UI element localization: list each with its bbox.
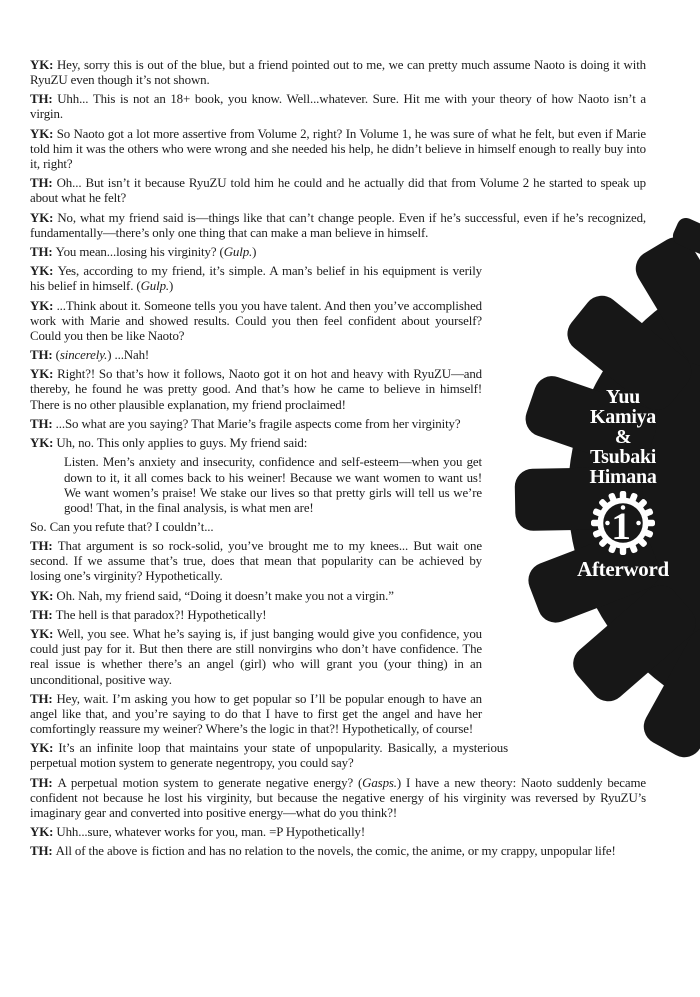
- author-line: Himana: [589, 466, 657, 488]
- speaker-label: TH:: [30, 176, 57, 191]
- dialogue-paragraph: TH: Hey, wait. I’m asking you how to get popular so I’ll be popular enough to have an angel like that, and you’re saying to do that I have to first get the angel and have her comfortingly reassure my weiner? Where’s the logic in that?! Hypothetically, of course!: [30, 691, 482, 737]
- dialogue-paragraph: YK: Uh, no. This only applies to guys. My friend said:: [30, 436, 308, 451]
- speaker-label: YK:: [30, 210, 58, 225]
- speaker-label: YK:: [30, 298, 57, 313]
- dialogue-paragraph: TH: All of the above is fiction and has no relation to the novels, the comic, the anime, or my crappy, unpopular life!: [30, 844, 616, 859]
- speaker-label: YK:: [30, 741, 59, 756]
- dialogue-paragraph: Listen. Men’s anxiety and insecurity, confidence and self-esteem—when you get down to it, it all comes back to his weiner! Because we want women to want us! We want women’s praise! We stake our lives so that pretty girls will tell us we’re good! That, in the final analysis, is what men are!: [64, 455, 482, 515]
- dialogue-paragraph: YK: Yes, according to my friend, it’s simple. A man’s belief in his equipment is verily his belief in himself. (Gulp.): [30, 264, 483, 294]
- speaker-label: TH:: [30, 775, 58, 790]
- dialogue-paragraph: So. Can you refute that? I couldn’t...: [30, 519, 214, 534]
- dialogue-paragraph: TH: Uhh... This is not an 18+ book, you know. Well...whatever. Sure. Hit me with your theory of how Naoto isn’t a virgin.: [30, 92, 646, 122]
- speaker-label: YK:: [30, 367, 58, 382]
- speaker-label: TH:: [30, 608, 56, 622]
- section-title: Afterword: [577, 557, 669, 581]
- dialogue-paragraph: YK: Hey, sorry this is out of the blue, but a friend pointed out to me, we can pretty much assume Naoto is doing it with RyuZU even though it’s not shown.: [30, 58, 646, 88]
- speaker-label: YK:: [30, 588, 57, 603]
- dialogue-paragraph: YK: Uhh...sure, whatever works for you, man. =P Hypothetically!: [30, 825, 366, 840]
- speaker-label: YK:: [30, 126, 57, 141]
- clock-numeral: 1: [611, 504, 632, 548]
- dialogue-paragraph: YK: ...Think about it. Someone tells you you have talent. And then you’ve accomplished work with Marie and showed results. Could you then feel confident about yourself? Could you then be like Naoto?: [30, 298, 482, 343]
- dialogue-paragraph: TH: (sincerely.) ...Nah!: [30, 348, 150, 363]
- dialogue-paragraph: YK: Well, you see. What he’s saying is, if just banging would give you confidence, you could just pay for it. But then there are still nonvirgins who don’t have confidence. The real issue is whether there’s an angel (girl) who will grant you (your thing) in an unconditional, positive way.: [30, 627, 483, 687]
- clock-gear-icon: [591, 491, 655, 555]
- speaker-label: TH:: [30, 348, 56, 363]
- dialogue-paragraph: YK: So Naoto got a lot more assertive from Volume 2, right? In Volume 1, he was sure of what he felt, but even if Marie told him it was the others who were wrong and she needed his help, he didn’t believe in himself enough to really buy into it, right?: [30, 126, 647, 171]
- dialogue-paragraph: TH: You mean...losing his virginity? (Gulp.): [30, 244, 257, 259]
- author-line: Kamiya: [590, 406, 656, 428]
- author-line: Tsubaki: [589, 446, 657, 468]
- speaker-label: YK:: [30, 58, 57, 72]
- dialogue-paragraph: YK: No, what my friend said is—things like that can’t change people. Even if he’s successful, even if he’s recognized, fundamentally—there’s only one thing that can make a man believe in himself.: [30, 210, 647, 240]
- speaker-label: YK:: [30, 436, 57, 451]
- speaker-label: TH:: [30, 691, 57, 706]
- speaker-label: YK:: [30, 825, 57, 840]
- dialogue-paragraph: TH: ...So what are you saying? That Marie’s fragile aspects come from her virginity?: [30, 416, 461, 431]
- speaker-label: TH:: [30, 92, 58, 107]
- speaker-label: TH:: [30, 539, 58, 554]
- dialogue-paragraph: YK: It’s an infinite loop that maintains your state of unpopularity. Basically, a mysterious perpetual motion system to generate negentropy, you could say?: [30, 741, 508, 771]
- speaker-label: TH:: [30, 416, 56, 431]
- dialogue-paragraph: YK: Right?! So that’s how it follows, Naoto got it on hot and heavy with RyuZU—and thereby, he found he was pretty good. And that’s how he came to believe in himself! There is no other plausible explanation, my friend proclaimed!: [30, 367, 482, 412]
- dialogue-paragraph: TH: The hell is that paradox?! Hypothetically!: [30, 608, 267, 622]
- author-ampersand: &: [614, 426, 632, 448]
- author-names: [540, 387, 700, 487]
- author-line: Yuu: [606, 386, 640, 408]
- speaker-label: TH:: [30, 244, 56, 259]
- speaker-label: YK:: [30, 627, 57, 642]
- speaker-label: TH:: [30, 844, 56, 859]
- dialogue-paragraph: TH: That argument is so rock-solid, you’ve brought me to my knees... But wait one second. If we assume that’s true, does that mean that popularity can be achieved by losing one’s virginity? Hypothetically.: [30, 539, 482, 584]
- gear-panel: [540, 387, 700, 581]
- dialogue-paragraph: TH: Oh... But isn’t it because RyuZU told him he could and he actually did that from Volume 2 he started to speak up about what he felt?: [30, 176, 646, 206]
- speaker-label: YK:: [30, 264, 58, 279]
- dialogue-paragraph: TH: A perpetual motion system to generate negative energy? (Gasps.) I have a new theory: Naoto suddenly became confident not because he lost his virginity, but because the negative energy of his virginity was reversed by RyuZU’s imaginary gear and converted into positive energy—what do you think?!: [30, 775, 646, 820]
- dialogue-paragraph: YK: Oh. Nah, my friend said, “Doing it doesn’t make you not a virgin.”: [30, 588, 394, 603]
